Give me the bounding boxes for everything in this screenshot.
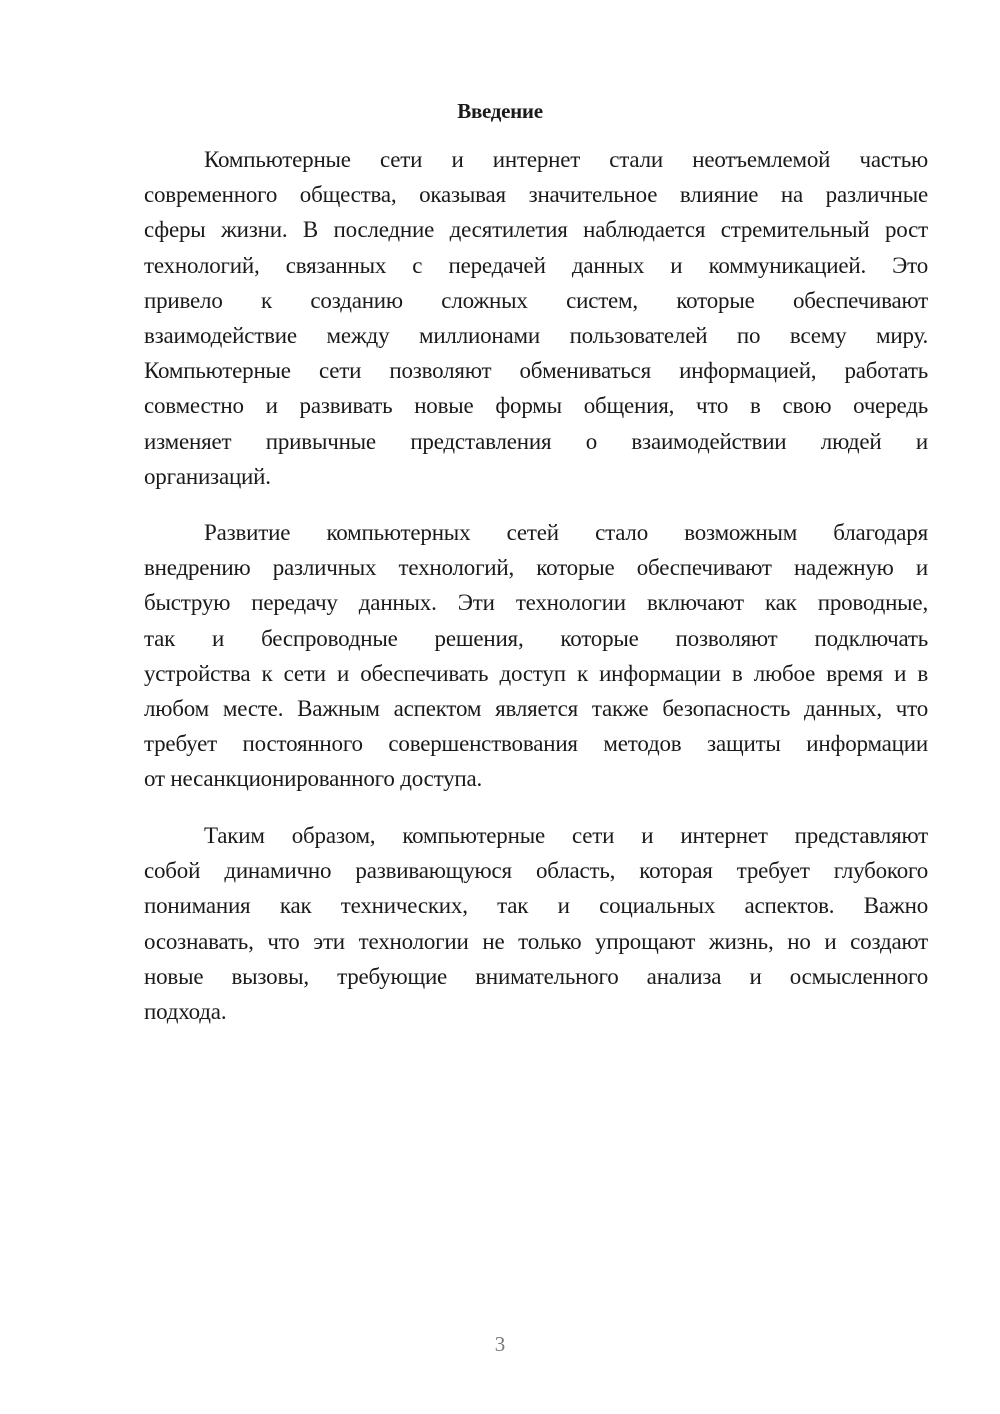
text-line: любом месте. Важным аспектом является также безопасность данных, что — [144, 695, 928, 721]
paragraph-3 — [144, 818, 928, 1029]
text-line: требует постоянного совершенствования методов защиты информации — [144, 731, 928, 757]
text-line: совместно и развивать новые формы общения, что в свою очередь — [144, 393, 928, 419]
text-line: Развитие компьютерных сетей стало возможным благодаря — [204, 520, 928, 545]
text-line: Таким образом, компьютерные сети и интернет представляют — [204, 823, 928, 848]
paragraph-1 — [144, 142, 928, 494]
text-line: Компьютерные сети и интернет стали неотъемлемой частью — [204, 147, 928, 172]
text-line: так и беспроводные решения, которые позволяют подключать — [144, 625, 928, 651]
text-line: современного общества, оказывая значительное влияние на различные — [144, 182, 928, 208]
text-line: Компьютерные сети позволяют обмениваться информацией, работать — [144, 358, 928, 384]
text-line: внедрению различных технологий, которые обеспечивают надежную и — [144, 555, 928, 581]
text-line: привело к созданию сложных систем, которые обеспечивают — [144, 287, 928, 313]
text-line: сферы жизни. В последние десятилетия наблюдается стремительный рост — [144, 217, 928, 243]
text-line: взаимодействие между миллионами пользователей по всему миру. — [144, 322, 928, 348]
text-line: подхода. — [144, 998, 227, 1024]
text-line: новые вызовы, требующие внимательного анализа и осмысленного — [144, 963, 928, 989]
text-line: устройства к сети и обеспечивать доступ к информации в любое время и в — [144, 660, 928, 686]
text-line: осознавать, что эти технологии не только упрощают жизнь, но и создают — [144, 928, 928, 954]
text-line: собой динамично развивающуюся область, которая требует глубокого — [144, 858, 928, 884]
page-number: 3 — [494, 1332, 506, 1356]
text-line: понимания как технических, так и социальных аспектов. Важно — [144, 893, 928, 919]
text-line: технологий, связанных с передачей данных и коммуникацией. Это — [144, 252, 928, 278]
text-line: от несанкционированного доступа. — [144, 766, 483, 792]
text-line: быструю передачу данных. Эти технологии включают как проводные, — [144, 590, 928, 616]
text-line: изменяет привычные представления о взаимодействии людей и — [144, 428, 928, 454]
paragraph-2 — [144, 515, 928, 797]
text-line: организаций. — [144, 463, 271, 489]
section-title: Введение — [457, 99, 543, 123]
